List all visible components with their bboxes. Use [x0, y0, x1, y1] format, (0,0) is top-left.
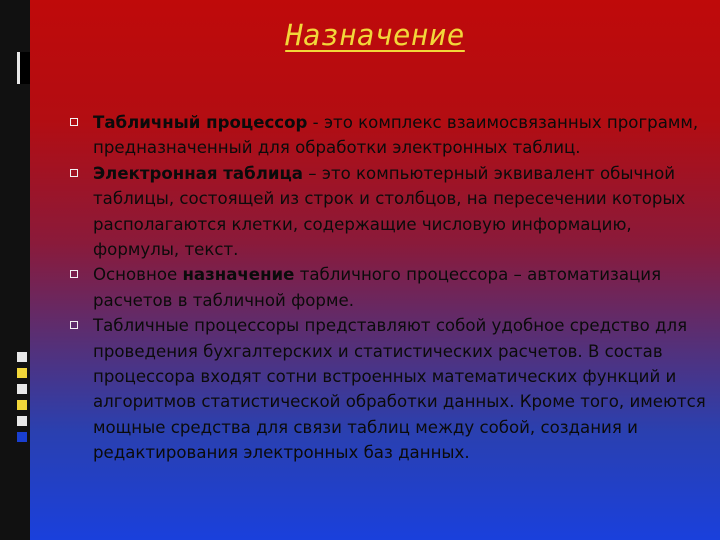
bullet-text: Табличные процессоры представляют собой удобное средство для проведения бухгалтерских и статистических расчетов. В состав процессора входят сотни встроенных математических функций и алгоритмов статистической обработки данных. Кроме того, имеются мощные средства для связи таблиц между собой, создания и редактирования электронных баз данных. — [93, 316, 706, 463]
square-bullet-icon — [70, 169, 78, 177]
slide-title: Назначение — [285, 18, 465, 52]
square-bullet-icon — [70, 270, 78, 278]
decoration-square — [17, 352, 27, 362]
slide — [30, 0, 720, 540]
bullet-list — [69, 110, 709, 466]
square-bullet-icon — [70, 321, 78, 329]
left-decoration-strip — [0, 0, 30, 540]
bullet-text: табличного процессора – автоматизация расчетов в табличной форме. — [93, 265, 662, 310]
bullet-text: – это компьютерный эквивалент обычной таблицы, состоящей из строк и столбцов, на пересечении которых располагаются клетки, содержащие числовую информацию, формулы, текст. — [93, 163, 686, 260]
decoration-square — [17, 416, 27, 426]
bullet-term: Табличный процессор — [93, 113, 308, 132]
decoration-square — [17, 368, 27, 378]
bullet-item — [69, 313, 709, 465]
bullet-item — [69, 161, 709, 263]
decoration-square — [17, 432, 27, 442]
bullet-text: Основное — [93, 265, 183, 285]
bullet-term: назначение — [182, 265, 295, 285]
bullet-term: Электронная таблица — [93, 163, 303, 183]
bullet-item — [69, 262, 709, 313]
decoration-square — [17, 384, 27, 394]
bullet-text: - это комплекс взаимосвязанных программ, предназначенный для обработки электронных таблиц. — [93, 113, 699, 158]
square-bullet-icon — [70, 118, 78, 126]
decoration-square — [17, 400, 27, 410]
bullet-item — [69, 110, 709, 161]
